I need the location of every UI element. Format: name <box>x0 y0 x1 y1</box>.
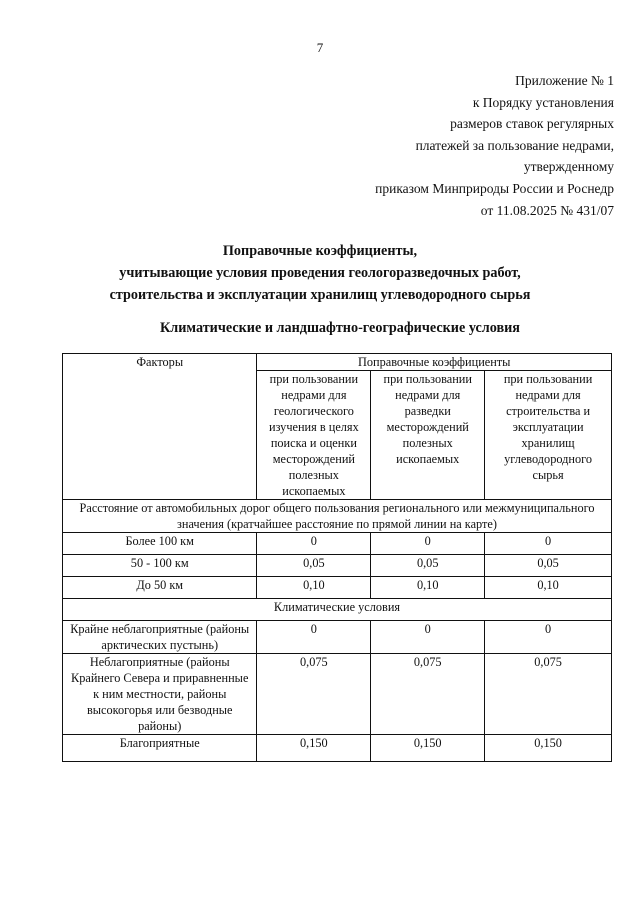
value-cell: 0,075 <box>485 654 612 735</box>
value-cell: 0 <box>485 621 612 654</box>
title-line: строительства и эксплуатации хранилищ углеводородного сырья <box>109 287 531 303</box>
table-row <box>63 654 612 735</box>
value-cell: 0,150 <box>371 735 485 762</box>
value-cell: 0 <box>485 533 612 555</box>
factor-cell: Более 100 км <box>63 533 257 555</box>
appendix-line: размеров ставок регулярных <box>450 116 614 132</box>
value-cell: 0,150 <box>485 735 612 762</box>
table-row <box>63 621 612 654</box>
factors-header: Факторы <box>63 354 257 500</box>
document-title <box>0 240 640 306</box>
value-cell: 0 <box>257 533 371 555</box>
section-title-road-distance: Расстояние от автомобильных дорог общего пользования регионального или межмуниципального значения (кратчайшее расстояние по прямой линии на карте) <box>63 500 612 533</box>
column-header-exploration: при пользовании недрами для разведки месторождений полезных ископаемых <box>371 371 485 500</box>
coefficients-header: Поправочные коэффициенты <box>257 354 612 371</box>
section-title-climate: Климатические условия <box>63 599 612 621</box>
appendix-line: платежей за пользование недрами, <box>415 137 614 153</box>
value-cell: 0,10 <box>485 577 612 599</box>
table-row <box>63 555 612 577</box>
value-cell: 0,10 <box>371 577 485 599</box>
table-subtitle: Климатические и ландшафтно-географические условия <box>160 320 520 336</box>
value-cell: 0,05 <box>371 555 485 577</box>
value-cell: 0,10 <box>257 577 371 599</box>
table-row <box>63 577 612 599</box>
appendix-line: приказом Минприроды России и Роснедр <box>375 180 614 196</box>
factor-cell: Крайне неблагоприятные (районы арктических пустынь) <box>63 621 257 654</box>
appendix-line: к Порядку установления <box>472 94 614 110</box>
value-cell: 0 <box>371 621 485 654</box>
factor-cell: 50 - 100 км <box>63 555 257 577</box>
factor-cell: Благоприятные <box>63 735 257 762</box>
value-cell: 0,05 <box>257 555 371 577</box>
value-cell: 0 <box>371 533 485 555</box>
table-row <box>63 735 612 762</box>
title-line: учитывающие условия проведения геологоразведочных работ, <box>119 265 521 281</box>
value-cell: 0,075 <box>371 654 485 735</box>
title-line: Поправочные коэффициенты, <box>222 243 418 259</box>
value-cell: 0 <box>257 621 371 654</box>
value-cell: 0,075 <box>257 654 371 735</box>
appendix-line: от 11.08.2025 № 431/07 <box>480 202 614 218</box>
column-header-geological-study: при пользовании недрами для геологического изучения в целях поиска и оценки месторождений полезных ископаемых <box>257 371 371 500</box>
factor-cell: До 50 км <box>63 577 257 599</box>
page-number: 7 <box>316 40 324 55</box>
value-cell: 0,05 <box>485 555 612 577</box>
factor-cell: Неблагоприятные (районы Крайнего Севера и приравненные к ним местности, районы высокогорья или безводные районы) <box>63 654 257 735</box>
coefficients-table <box>62 353 612 762</box>
table-row <box>63 533 612 555</box>
appendix-reference <box>375 70 614 221</box>
appendix-line: утвержденному <box>523 159 614 175</box>
column-header-storage: при пользовании недрами для строительства и эксплуатации хранилищ углеводородного сырья <box>485 371 612 500</box>
appendix-line: Приложение № 1 <box>515 73 614 88</box>
value-cell: 0,150 <box>257 735 371 762</box>
